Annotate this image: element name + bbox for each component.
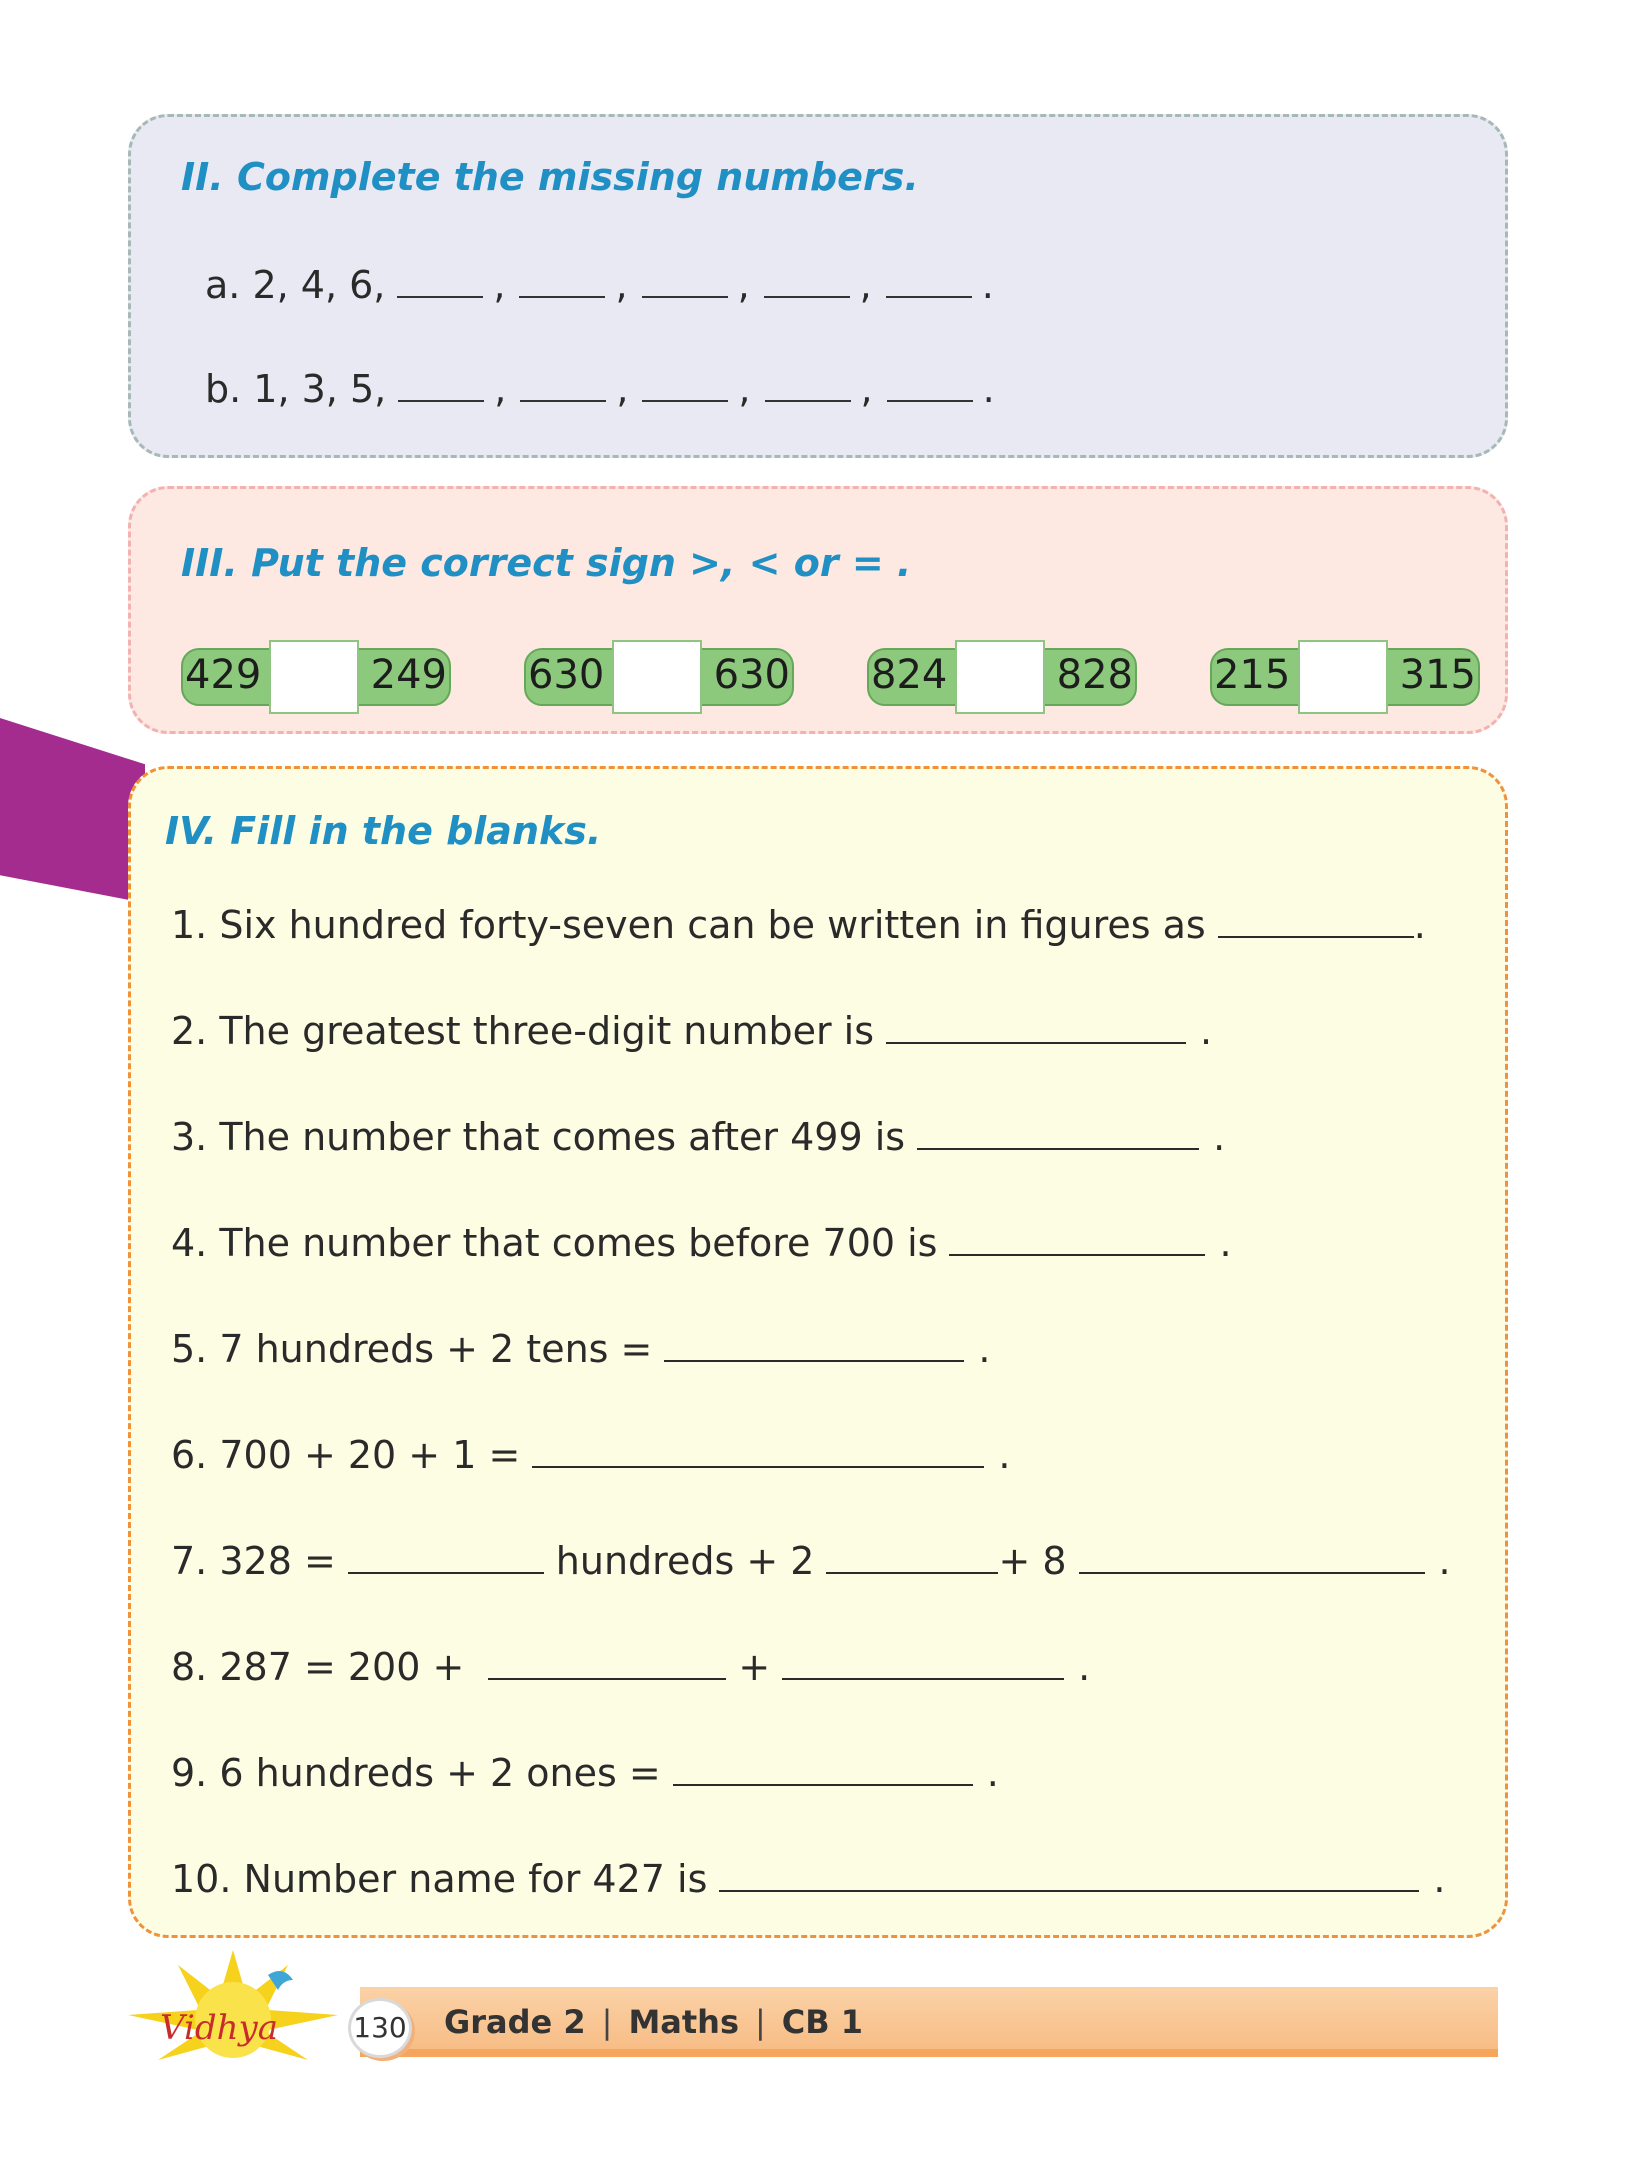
- answer-blank[interactable]: [397, 266, 483, 298]
- question-text: 10. Number name for 427 is: [171, 1857, 708, 1901]
- question-text: 8. 287 = 200 +: [171, 1645, 465, 1689]
- period: .: [981, 263, 994, 307]
- section-4-heading: IV. Fill in the blanks.: [165, 809, 602, 853]
- answer-blank[interactable]: [949, 1224, 1205, 1256]
- period: .: [1219, 1221, 1232, 1265]
- period: .: [978, 1327, 991, 1371]
- comma: ,: [616, 367, 629, 411]
- compare-pair-4: [1210, 640, 1480, 704]
- compare-right-number: 249: [370, 652, 447, 698]
- answer-blank[interactable]: [1079, 1542, 1425, 1574]
- answer-blank[interactable]: [488, 1648, 726, 1680]
- comma: ,: [493, 263, 506, 307]
- question-text: 3. The number that comes after 499 is: [171, 1115, 906, 1159]
- question-9: [171, 1751, 999, 1795]
- compare-left-number: 630: [528, 652, 605, 698]
- sign-answer-box[interactable]: [955, 640, 1045, 714]
- period: .: [1213, 1115, 1226, 1159]
- answer-blank[interactable]: [520, 370, 606, 402]
- question-1: [171, 903, 1426, 947]
- question-4: [171, 1221, 1232, 1265]
- question-text: 4. The number that comes before 700 is: [171, 1221, 938, 1265]
- compare-right-number: 315: [1399, 652, 1476, 698]
- sequence-row-b: [205, 367, 995, 411]
- answer-blank[interactable]: [664, 1330, 964, 1362]
- answer-blank[interactable]: [519, 266, 605, 298]
- question-6: [171, 1433, 1010, 1477]
- compare-right-number: 630: [713, 652, 790, 698]
- sign-answer-box[interactable]: [612, 640, 702, 714]
- footer-grade: Grade 2: [444, 2003, 586, 2041]
- footer-book: CB 1: [781, 2003, 864, 2041]
- question-7: [171, 1539, 1451, 1583]
- answer-blank[interactable]: [642, 266, 728, 298]
- question-text: 7. 328 =: [171, 1539, 336, 1583]
- answer-blank[interactable]: [719, 1860, 1419, 1892]
- answer-blank[interactable]: [887, 370, 973, 402]
- answer-blank[interactable]: [398, 370, 484, 402]
- comma: ,: [737, 263, 750, 307]
- section-missing-numbers: [128, 114, 1508, 458]
- section-3-heading: III. Put the correct sign >, < or = .: [181, 541, 912, 585]
- compare-left-number: 824: [871, 652, 948, 698]
- period: .: [1433, 1857, 1446, 1901]
- answer-blank[interactable]: [673, 1754, 973, 1786]
- section-fill-blanks: [128, 766, 1508, 1938]
- sequence-row-a: [205, 263, 994, 307]
- period: .: [982, 367, 995, 411]
- question-text: 1. Six hundred forty-seven can be written in figures as: [171, 903, 1206, 947]
- answer-blank[interactable]: [886, 266, 972, 298]
- comma: ,: [494, 367, 507, 411]
- period: .: [998, 1433, 1011, 1477]
- answer-blank[interactable]: [532, 1436, 984, 1468]
- answer-blank[interactable]: [764, 266, 850, 298]
- section-2-heading: II. Complete the missing numbers.: [181, 155, 919, 199]
- compare-pair-3: [867, 640, 1137, 704]
- sequence-b-prefix: b. 1, 3, 5,: [205, 367, 387, 411]
- answer-blank[interactable]: [826, 1542, 998, 1574]
- question-text: + 8: [998, 1539, 1067, 1583]
- question-text: 9. 6 hundreds + 2 ones =: [171, 1751, 661, 1795]
- sign-answer-box[interactable]: [269, 640, 359, 714]
- question-5: [171, 1327, 990, 1371]
- compare-right-number: 828: [1056, 652, 1133, 698]
- comma: ,: [859, 263, 872, 307]
- period: .: [1413, 903, 1426, 947]
- question-text: 5. 7 hundreds + 2 tens =: [171, 1327, 653, 1371]
- question-10: [171, 1857, 1445, 1901]
- footer-subject: Maths: [628, 2003, 739, 2041]
- answer-blank[interactable]: [1218, 906, 1414, 938]
- question-text: +: [738, 1645, 771, 1689]
- comma: ,: [615, 263, 628, 307]
- footer-divider: |: [601, 2003, 613, 2041]
- answer-blank[interactable]: [348, 1542, 544, 1574]
- section-compare-signs: [128, 486, 1508, 734]
- question-text: 2. The greatest three-digit number is: [171, 1009, 875, 1053]
- answer-blank[interactable]: [917, 1118, 1199, 1150]
- page-number: 130: [348, 1998, 412, 2058]
- sign-answer-box[interactable]: [1298, 640, 1388, 714]
- question-text: 6. 700 + 20 + 1 =: [171, 1433, 521, 1477]
- answer-blank[interactable]: [765, 370, 851, 402]
- compare-pair-1: [181, 640, 451, 704]
- question-text: hundreds + 2: [555, 1539, 815, 1583]
- comma: ,: [738, 367, 751, 411]
- side-tab-decoration: [0, 718, 145, 903]
- compare-left-number: 215: [1214, 652, 1291, 698]
- compare-left-number: 429: [185, 652, 262, 698]
- question-3: [171, 1115, 1225, 1159]
- answer-blank[interactable]: [886, 1012, 1186, 1044]
- answer-blank[interactable]: [642, 370, 728, 402]
- period: .: [1078, 1645, 1091, 1689]
- compare-pair-2: [524, 640, 794, 704]
- footer-divider: |: [755, 2003, 766, 2041]
- period: .: [1200, 1009, 1213, 1053]
- question-8: [171, 1645, 1090, 1689]
- period: .: [986, 1751, 999, 1795]
- period: .: [1438, 1539, 1451, 1583]
- answer-blank[interactable]: [782, 1648, 1064, 1680]
- logo-text: Vidhya: [160, 2008, 278, 2048]
- comma: ,: [860, 367, 873, 411]
- sequence-a-prefix: a. 2, 4, 6,: [205, 263, 386, 307]
- footer-title: [444, 2003, 863, 2041]
- question-2: [171, 1009, 1212, 1053]
